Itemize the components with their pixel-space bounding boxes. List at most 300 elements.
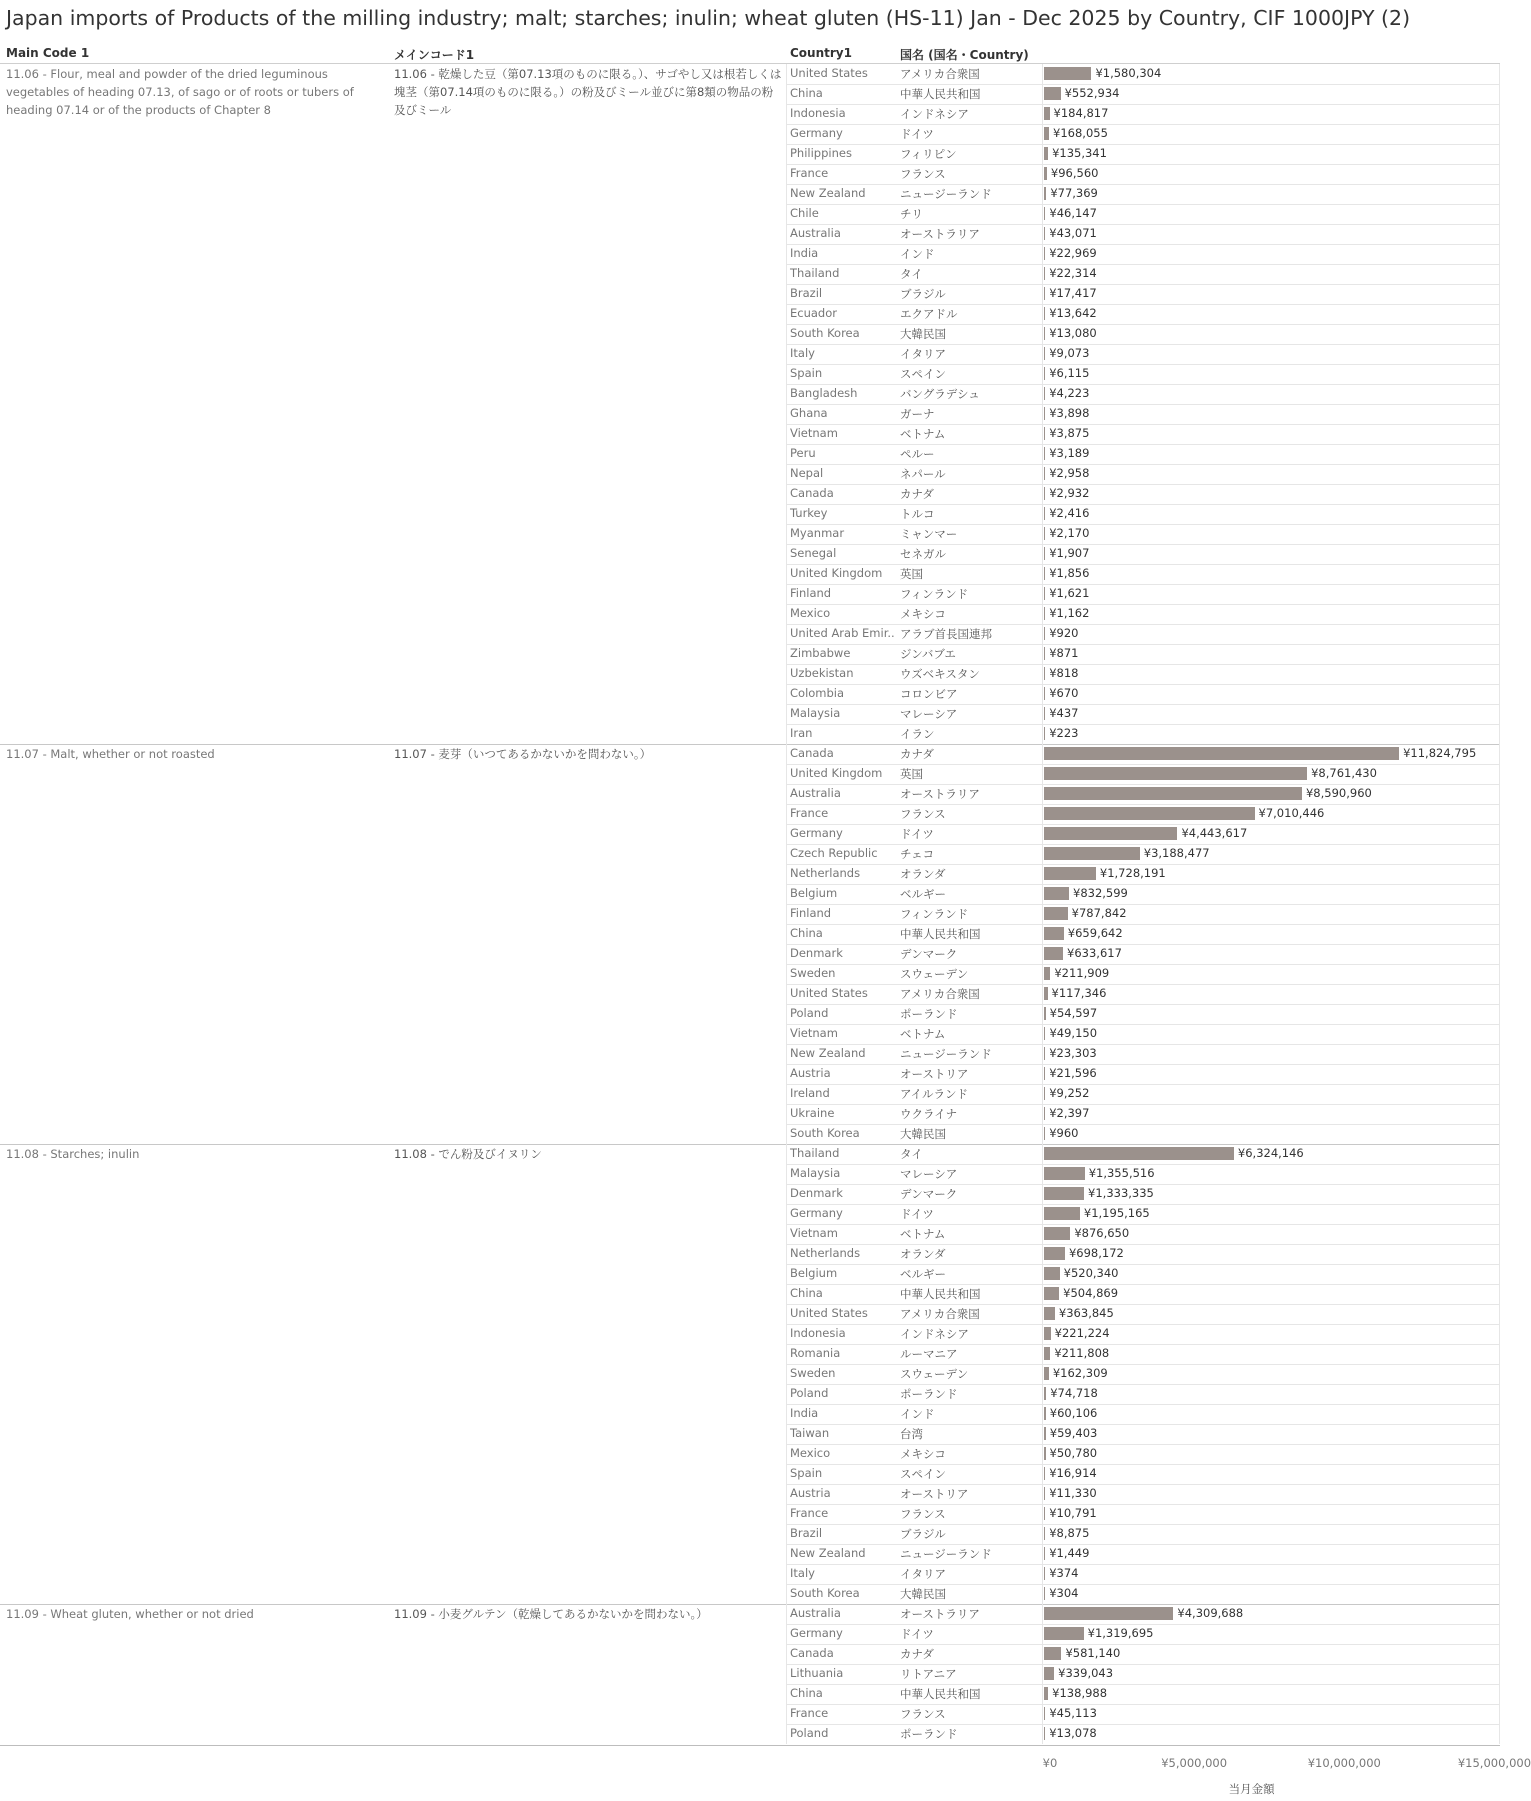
row-divider: [786, 704, 1500, 705]
bar-value-label: ¥4,443,617: [1181, 826, 1248, 840]
country-label: Mexico: [790, 1446, 831, 1460]
row-divider: [786, 684, 1500, 685]
country-jp-label: インドネシア: [900, 1327, 969, 1341]
bar-value-label: ¥581,140: [1065, 1646, 1121, 1660]
bar-value-label: ¥74,718: [1050, 1386, 1098, 1400]
bar[interactable]: [1044, 1047, 1045, 1060]
bar[interactable]: [1044, 1007, 1046, 1020]
row-divider: [786, 1624, 1500, 1625]
country-jp-label: 中華人民共和国: [900, 1287, 981, 1301]
country-label: Senegal: [790, 546, 837, 560]
bar-value-label: ¥1,195,165: [1083, 1206, 1150, 1220]
bar-value-label: ¥1,355,516: [1088, 1166, 1155, 1180]
bar[interactable]: [1044, 1107, 1045, 1120]
bar-value-label: ¥8,875: [1049, 1526, 1090, 1540]
country-label: Poland: [790, 1726, 829, 1740]
country-jp-label: インド: [900, 1407, 935, 1421]
row-divider: [786, 364, 1500, 365]
bar[interactable]: [1044, 1287, 1059, 1300]
bar-value-label: ¥633,617: [1067, 946, 1122, 960]
bar[interactable]: [1044, 227, 1045, 240]
bar[interactable]: [1044, 727, 1045, 740]
bar-value-label: ¥960: [1049, 1126, 1079, 1140]
country-jp-label: ポーランド: [900, 1007, 958, 1021]
bar-value-label: ¥374: [1049, 1566, 1079, 1580]
row-divider: [786, 904, 1500, 905]
country-label: Belgium: [790, 886, 838, 900]
bar[interactable]: [1044, 987, 1048, 1000]
country-label: Spain: [790, 1466, 823, 1480]
row-divider: [786, 844, 1500, 845]
country-label: China: [790, 1686, 823, 1700]
column-separator: [1499, 64, 1500, 1744]
x-tick-label: ¥15,000,000: [1457, 1756, 1531, 1770]
bar[interactable]: [1044, 787, 1302, 800]
bar-value-label: ¥23,303: [1049, 1046, 1097, 1060]
bar[interactable]: [1044, 467, 1045, 480]
bar[interactable]: [1044, 707, 1045, 720]
bar[interactable]: [1044, 1687, 1048, 1700]
row-divider: [786, 1364, 1500, 1365]
country-jp-label: トルコ: [900, 507, 935, 521]
country-jp-label: オーストリア: [900, 1487, 969, 1501]
bar-value-label: ¥552,934: [1064, 86, 1120, 100]
row-divider: [786, 584, 1500, 585]
country-jp-label: タイ: [900, 1147, 923, 1161]
country-label: Sweden: [790, 966, 836, 980]
row-divider: [786, 1384, 1500, 1385]
bar-value-label: ¥920: [1049, 626, 1079, 640]
country-label: Finland: [790, 586, 832, 600]
country-jp-label: 英国: [900, 567, 923, 581]
bar[interactable]: [1044, 1187, 1084, 1200]
country-jp-label: スペイン: [900, 367, 946, 381]
x-tick-label: ¥10,000,000: [1307, 1756, 1381, 1770]
bar[interactable]: [1044, 107, 1050, 120]
main-code-label: 11.08 - Starches; inulin: [6, 1147, 140, 1161]
bar[interactable]: [1044, 1547, 1045, 1560]
country-label: Ireland: [790, 1086, 830, 1100]
row-divider: [786, 1724, 1500, 1725]
bar[interactable]: [1044, 827, 1177, 840]
country-jp-label: フランス: [900, 1707, 946, 1721]
row-divider: [786, 1404, 1500, 1405]
bar-value-label: ¥16,914: [1049, 1466, 1097, 1480]
bar[interactable]: [1044, 967, 1050, 980]
country-jp-label: マレーシア: [900, 1167, 958, 1181]
country-jp-label: イタリア: [900, 347, 946, 361]
country-label: New Zealand: [790, 1046, 866, 1060]
row-divider: [786, 1204, 1500, 1205]
country-label: Belgium: [790, 1266, 838, 1280]
bar[interactable]: [1044, 1667, 1054, 1680]
row-divider: [786, 1244, 1500, 1245]
country-label: Netherlands: [790, 1246, 861, 1260]
main-code-jp-label: 11.06 - 乾燥した豆（第07.13項のものに限る。）、サゴやし又は根若しくは塊茎（第07.14項のものに限る。）の粉及びミール並びに第8類の物品の粉及びミール: [394, 67, 782, 117]
bar-value-label: ¥2,397: [1049, 1106, 1090, 1120]
bar[interactable]: [1044, 1447, 1046, 1460]
row-divider: [786, 884, 1500, 885]
bar-value-label: ¥520,340: [1063, 1266, 1119, 1280]
row-divider: [786, 484, 1500, 485]
bar[interactable]: [1044, 1067, 1045, 1080]
row-divider: [786, 104, 1500, 105]
row-divider: [786, 1584, 1500, 1585]
bar[interactable]: [1044, 247, 1045, 260]
bar[interactable]: [1044, 427, 1045, 440]
country-jp-label: オランダ: [900, 1247, 946, 1261]
row-divider: [786, 124, 1500, 125]
bar-value-label: ¥22,969: [1049, 246, 1097, 260]
bar-value-label: ¥21,596: [1049, 1066, 1097, 1080]
row-divider: [786, 524, 1500, 525]
bar-value-label: ¥1,319,695: [1087, 1626, 1154, 1640]
bar[interactable]: [1044, 647, 1045, 660]
country-label: Indonesia: [790, 106, 846, 120]
bar[interactable]: [1044, 1327, 1051, 1340]
bar[interactable]: [1044, 687, 1045, 700]
bar[interactable]: [1044, 1347, 1050, 1360]
bar[interactable]: [1044, 947, 1063, 960]
bar-value-label: ¥2,932: [1049, 486, 1090, 500]
bar-value-label: ¥162,309: [1052, 1366, 1108, 1380]
bar[interactable]: [1044, 307, 1045, 320]
bar-value-label: ¥135,341: [1052, 146, 1107, 160]
country-jp-label: ベトナム: [900, 1027, 946, 1041]
country-jp-label: インド: [900, 247, 935, 261]
country-label: Australia: [790, 226, 841, 240]
country-jp-label: アメリカ合衆国: [900, 987, 980, 1001]
chart-title: Japan imports of Products of the milling industry; malt; starches; inulin; wheat gluten (HS-11) Jan - Dec 2025 by Country, CIF 1000JPY (2): [6, 6, 1411, 30]
bar[interactable]: [1044, 87, 1061, 100]
country-jp-label: オランダ: [900, 867, 946, 881]
bar-value-label: ¥670: [1049, 686, 1079, 700]
country-label: United States: [790, 1306, 868, 1320]
bar-value-label: ¥54,597: [1049, 1006, 1098, 1020]
bar[interactable]: [1044, 507, 1045, 520]
bar[interactable]: [1044, 767, 1307, 780]
country-jp-label: デンマーク: [900, 1187, 958, 1201]
country-label: Germany: [790, 826, 843, 840]
bar[interactable]: [1044, 1427, 1046, 1440]
bar-value-label: ¥659,642: [1067, 926, 1123, 940]
country-label: Denmark: [790, 946, 843, 960]
country-jp-label: スペイン: [900, 1467, 946, 1481]
column-header-country[interactable]: Country1: [790, 46, 852, 60]
country-jp-label: セネガル: [900, 547, 946, 561]
bar[interactable]: [1044, 1027, 1045, 1040]
row-divider: [786, 964, 1500, 965]
bar[interactable]: [1044, 1627, 1084, 1640]
bar-value-label: ¥871: [1049, 646, 1079, 660]
country-jp-label: ベトナム: [900, 427, 946, 441]
bar-value-label: ¥6,115: [1049, 366, 1090, 380]
country-label: Romania: [790, 1346, 841, 1360]
row-divider: [786, 244, 1500, 245]
row-divider: [786, 204, 1500, 205]
row-divider: [786, 564, 1500, 565]
bar[interactable]: [1044, 1307, 1055, 1320]
bar-value-label: ¥96,560: [1050, 166, 1099, 180]
country-label: Taiwan: [790, 1426, 830, 1440]
row-divider: [786, 1084, 1500, 1085]
bar-value-label: ¥211,808: [1054, 1346, 1110, 1360]
bar[interactable]: [1044, 1527, 1045, 1540]
bar[interactable]: [1044, 1167, 1085, 1180]
country-label: Vietnam: [790, 426, 838, 440]
country-jp-label: ニュージーランド: [900, 187, 992, 201]
country-jp-label: ベトナム: [900, 1227, 946, 1241]
bar[interactable]: [1044, 1127, 1045, 1140]
row-divider: [786, 1484, 1500, 1485]
bar[interactable]: [1044, 347, 1045, 360]
country-label: United Kingdom: [790, 766, 883, 780]
row-divider: [786, 824, 1500, 825]
bar[interactable]: [1044, 207, 1045, 220]
bar[interactable]: [1044, 887, 1069, 900]
bar[interactable]: [1044, 547, 1045, 560]
country-jp-label: アメリカ合衆国: [900, 1307, 980, 1321]
bar[interactable]: [1044, 1367, 1049, 1380]
country-jp-label: 中華人民共和国: [900, 87, 981, 101]
bar-value-label: ¥3,189: [1049, 446, 1090, 460]
country-label: Germany: [790, 1626, 843, 1640]
row-divider: [786, 1504, 1500, 1505]
x-tick-label: ¥0: [1042, 1756, 1058, 1770]
country-label: Peru: [790, 446, 816, 460]
bar-value-label: ¥59,403: [1049, 1426, 1098, 1440]
bar[interactable]: [1044, 487, 1045, 500]
bar[interactable]: [1044, 1507, 1045, 1520]
bar-value-label: ¥2,170: [1049, 526, 1090, 540]
bar[interactable]: [1044, 1487, 1045, 1500]
country-label: Finland: [790, 906, 832, 920]
bar[interactable]: [1044, 667, 1045, 680]
bar-value-label: ¥43,071: [1049, 226, 1097, 240]
row-divider: [786, 1644, 1500, 1645]
row-divider: [786, 304, 1500, 305]
bar[interactable]: [1044, 327, 1045, 340]
main-code-label: 11.09 - Wheat gluten, whether or not dried: [6, 1607, 254, 1621]
row-divider: [786, 164, 1500, 165]
country-label: France: [790, 1706, 829, 1720]
country-label: United Kingdom: [790, 566, 883, 580]
row-divider: [786, 404, 1500, 405]
country-label: Colombia: [790, 686, 845, 700]
bar-value-label: ¥504,869: [1063, 1286, 1119, 1300]
country-label: China: [790, 86, 823, 100]
bar-value-label: ¥4,309,688: [1177, 1606, 1244, 1620]
row-divider: [786, 1044, 1500, 1045]
row-divider: [786, 504, 1500, 505]
row-divider: [786, 644, 1500, 645]
country-label: Brazil: [790, 1526, 823, 1540]
country-label: China: [790, 926, 823, 940]
country-label: Mexico: [790, 606, 831, 620]
main-code-jp-label: 11.08 - でん粉及びイヌリン: [394, 1147, 542, 1161]
bar[interactable]: [1044, 567, 1045, 580]
bar[interactable]: [1044, 807, 1255, 820]
bar[interactable]: [1044, 1467, 1045, 1480]
country-jp-label: スウェーデン: [900, 967, 969, 981]
bar-value-label: ¥7,010,446: [1258, 806, 1325, 820]
country-label: South Korea: [790, 1126, 860, 1140]
bar-value-label: ¥221,224: [1054, 1326, 1110, 1340]
country-label: Canada: [790, 746, 834, 760]
country-jp-label: オーストラリア: [900, 227, 980, 241]
row-divider: [786, 924, 1500, 925]
row-divider: [786, 1004, 1500, 1005]
bar[interactable]: [1044, 447, 1045, 460]
bar[interactable]: [1044, 867, 1096, 880]
country-jp-label: オーストリア: [900, 1067, 969, 1081]
country-jp-label: カナダ: [900, 747, 934, 761]
row-divider: [786, 1324, 1500, 1325]
row-divider: [786, 184, 1500, 185]
bar[interactable]: [1044, 167, 1047, 180]
country-label: Canada: [790, 486, 834, 500]
bar-value-label: ¥22,314: [1049, 266, 1097, 280]
row-divider: [786, 324, 1500, 325]
bar[interactable]: [1044, 1227, 1070, 1240]
bar[interactable]: [1044, 67, 1091, 80]
bar-value-label: ¥832,599: [1073, 886, 1128, 900]
country-jp-label: アイルランド: [900, 1087, 968, 1101]
bar[interactable]: [1044, 1567, 1045, 1580]
bar[interactable]: [1044, 907, 1068, 920]
country-jp-label: 台湾: [900, 1427, 923, 1441]
bar[interactable]: [1044, 187, 1046, 200]
country-label: Ghana: [790, 406, 828, 420]
bar-value-label: ¥9,073: [1049, 346, 1090, 360]
bar[interactable]: [1044, 407, 1045, 420]
bar[interactable]: [1044, 387, 1045, 400]
bar[interactable]: [1044, 1707, 1045, 1720]
country-jp-label: 中華人民共和国: [900, 1687, 981, 1701]
country-label: Spain: [790, 366, 823, 380]
row-divider: [786, 284, 1500, 285]
country-jp-label: デンマーク: [900, 947, 958, 961]
country-jp-label: フィリピン: [900, 147, 957, 161]
bar[interactable]: [1044, 607, 1045, 620]
country-label: South Korea: [790, 326, 860, 340]
bar[interactable]: [1044, 847, 1140, 860]
row-divider: [786, 84, 1500, 85]
bar-value-label: ¥50,780: [1049, 1446, 1098, 1460]
country-label: France: [790, 1506, 829, 1520]
bar[interactable]: [1044, 1607, 1173, 1620]
bar[interactable]: [1044, 1587, 1045, 1600]
bar[interactable]: [1044, 747, 1399, 760]
country-jp-label: ブラジル: [900, 287, 946, 301]
bar-value-label: ¥60,106: [1049, 1406, 1098, 1420]
country-jp-label: カナダ: [900, 487, 934, 501]
bar-value-label: ¥168,055: [1053, 126, 1108, 140]
bar[interactable]: [1044, 1087, 1045, 1100]
country-jp-label: ポーランド: [900, 1727, 958, 1741]
country-label: Germany: [790, 126, 843, 140]
bar[interactable]: [1044, 1387, 1046, 1400]
bar[interactable]: [1044, 527, 1045, 540]
row-divider: [786, 344, 1500, 345]
country-label: Poland: [790, 1006, 829, 1020]
row-divider: [786, 1704, 1500, 1705]
bar[interactable]: [1044, 367, 1045, 380]
bar[interactable]: [1044, 147, 1048, 160]
row-divider: [786, 544, 1500, 545]
bar-value-label: ¥1,907: [1049, 546, 1090, 560]
bar-value-label: ¥1,621: [1049, 586, 1090, 600]
row-divider: [786, 1124, 1500, 1125]
bar[interactable]: [1044, 1407, 1046, 1420]
row-divider: [786, 1264, 1500, 1265]
row-divider: [786, 1224, 1500, 1225]
bar[interactable]: [1044, 627, 1045, 640]
row-divider: [786, 1184, 1500, 1185]
row-divider: [786, 444, 1500, 445]
bar[interactable]: [1044, 1267, 1060, 1280]
bar[interactable]: [1044, 1727, 1045, 1740]
bar-value-label: ¥45,113: [1049, 1706, 1097, 1720]
column-header-main-code[interactable]: Main Code 1: [6, 46, 90, 60]
country-label: Malaysia: [790, 706, 841, 720]
country-jp-label: マレーシア: [900, 707, 958, 721]
bar[interactable]: [1044, 127, 1049, 140]
bar[interactable]: [1044, 927, 1064, 940]
bar[interactable]: [1044, 1207, 1080, 1220]
bar-value-label: ¥184,817: [1053, 106, 1109, 120]
bar[interactable]: [1044, 1147, 1234, 1160]
country-label: Zimbabwe: [790, 646, 851, 660]
bar-value-label: ¥9,252: [1049, 1086, 1090, 1100]
bar[interactable]: [1044, 267, 1045, 280]
country-label: Austria: [790, 1486, 831, 1500]
bar[interactable]: [1044, 1247, 1065, 1260]
column-header-country-jp[interactable]: 国名 (国名・Country): [900, 48, 1029, 62]
country-jp-label: チリ: [900, 207, 923, 221]
row-divider: [786, 1344, 1500, 1345]
row-divider: [786, 1564, 1500, 1565]
bar[interactable]: [1044, 587, 1045, 600]
country-label: Nepal: [790, 466, 824, 480]
x-tick-label: ¥5,000,000: [1161, 1756, 1228, 1770]
country-jp-label: ニュージーランド: [900, 1047, 992, 1061]
row-divider: [786, 1424, 1500, 1425]
bar[interactable]: [1044, 287, 1045, 300]
row-divider: [786, 1464, 1500, 1465]
row-divider: [786, 1024, 1500, 1025]
country-jp-label: イタリア: [900, 1567, 946, 1581]
country-jp-label: ネパール: [900, 467, 946, 481]
bar-value-label: ¥17,417: [1049, 286, 1097, 300]
country-label: Ukraine: [790, 1106, 835, 1120]
bar-value-label: ¥2,416: [1049, 506, 1090, 520]
country-jp-label: ベルギー: [900, 887, 946, 901]
country-jp-label: ドイツ: [900, 127, 934, 141]
column-header-main-code-jp[interactable]: メインコード1: [394, 48, 475, 62]
country-label: Poland: [790, 1386, 829, 1400]
bar-value-label: ¥818: [1049, 666, 1079, 680]
bar-value-label: ¥3,188,477: [1143, 846, 1210, 860]
x-axis-line: [0, 1745, 1500, 1746]
row-divider: [786, 984, 1500, 985]
country-jp-label: ベルギー: [900, 1267, 946, 1281]
country-label: New Zealand: [790, 1546, 866, 1560]
column-separator: [786, 64, 787, 1744]
row-divider: [786, 724, 1500, 725]
bar[interactable]: [1044, 1647, 1061, 1660]
country-jp-label: メキシコ: [900, 1447, 946, 1461]
